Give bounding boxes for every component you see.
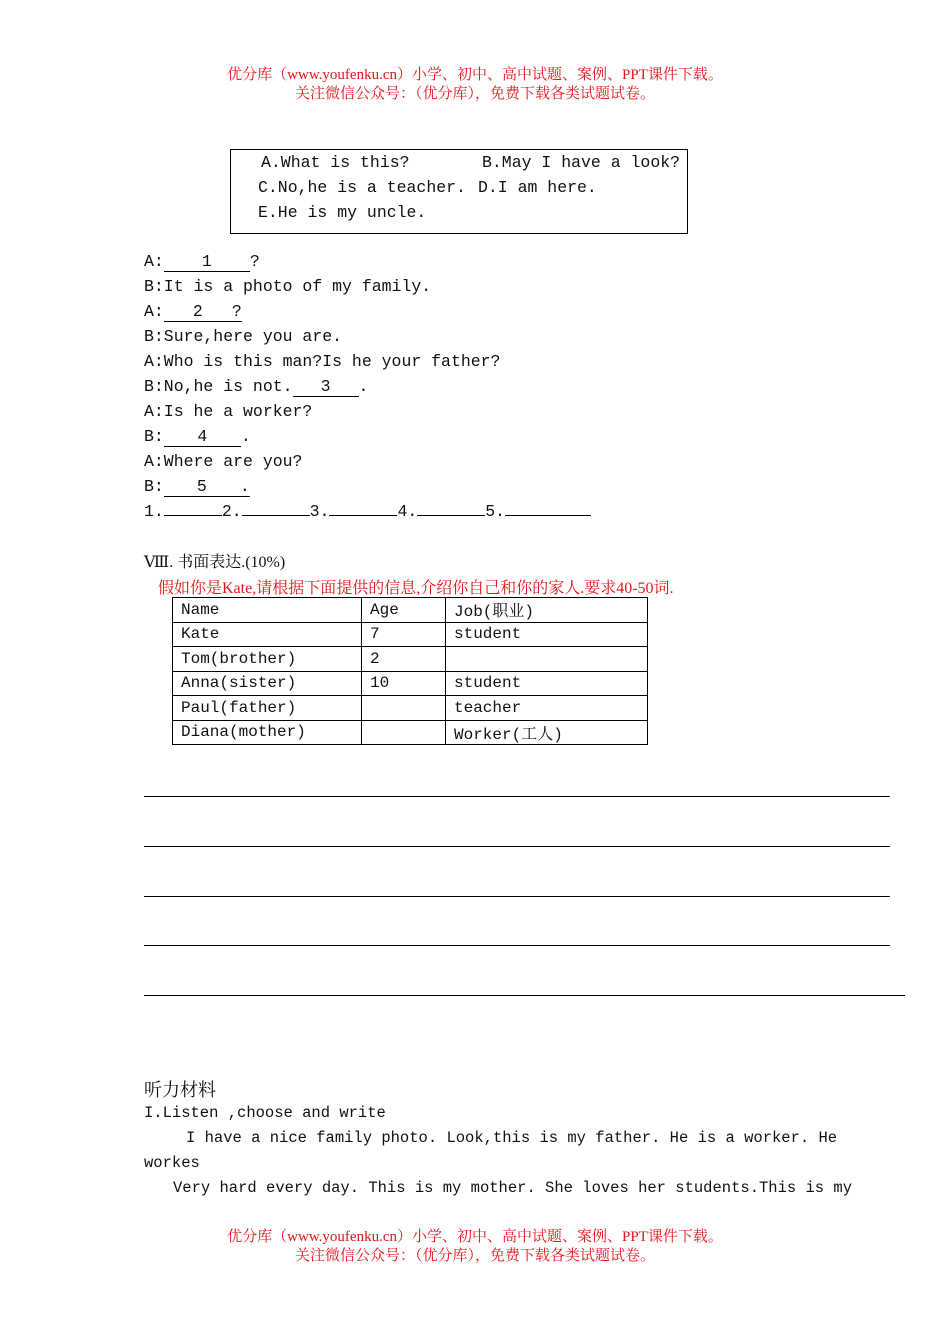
dialogue-line-6	[144, 377, 368, 397]
line-suffix: ?	[231, 302, 242, 321]
writing-task-instruction: 假如你是Kate,请根据下面提供的信息,介绍你自己和你的家人.要求40-50词.	[158, 580, 674, 597]
cell-age: 10	[362, 671, 446, 696]
answer-blank-1[interactable]	[164, 515, 222, 516]
option-c: C.No,he is a teacher.	[258, 178, 466, 197]
dialogue-line-4: B:Sure,here you are.	[144, 327, 343, 346]
line-suffix: ?	[249, 252, 260, 271]
cell-age: 2	[362, 647, 446, 672]
header-line-1: 优分库（www.youfenku.cn）小学、初中、高中试题、案例、PPT课件下载。	[227, 67, 723, 83]
blank-2[interactable]: 2	[164, 303, 232, 322]
answer-number-1: 1.	[144, 502, 164, 521]
writing-line-2[interactable]	[144, 846, 890, 847]
dialogue-line-10	[144, 477, 250, 497]
header-job: Job(职业)	[446, 598, 648, 623]
header-line-2: 关注微信公众号：（优分库），免费下载各类试题试卷。	[294, 86, 655, 102]
table-row	[173, 647, 648, 672]
writing-line-1[interactable]	[144, 796, 890, 797]
dialogue-line-3	[144, 302, 242, 322]
cell-name: Anna(sister)	[173, 671, 362, 696]
option-a: A.What is this?	[261, 153, 410, 172]
listening-paragraph-line-3: Very hard every day. This is my mother. She loves her students.This is my	[173, 1179, 853, 1197]
writing-line-3[interactable]	[144, 896, 890, 897]
writing-line-4[interactable]	[144, 945, 890, 946]
listening-part-title: I.Listen ,choose and write	[144, 1104, 386, 1122]
listening-title: 听力材料	[144, 1080, 216, 1101]
answer-number-4: 4.	[397, 502, 418, 521]
dialogue-line-9: A:Where are you?	[144, 452, 303, 471]
family-info-table	[172, 597, 648, 745]
cell-name: Tom(brother)	[173, 647, 362, 672]
blank-1[interactable]: 1	[164, 253, 250, 272]
answer-row	[144, 502, 591, 522]
answer-number-2: 2.	[221, 502, 242, 521]
dialogue-line-2: B:It is a photo of my family.	[144, 277, 432, 296]
dialogue-line-1	[144, 252, 260, 272]
option-e: E.He is my uncle.	[258, 203, 427, 222]
cell-age	[362, 696, 446, 721]
cell-job	[446, 647, 648, 672]
line-suffix: .	[239, 477, 250, 496]
table-header-row	[173, 598, 648, 623]
cell-job: teacher	[446, 696, 648, 721]
dialogue-text: B:No,he is not.	[144, 377, 293, 396]
cell-name: Diana(mother)	[173, 720, 362, 745]
writing-line-5[interactable]	[144, 995, 905, 996]
cell-name: Kate	[173, 622, 362, 647]
option-d: D.I am here.	[478, 178, 597, 197]
cell-age	[362, 720, 446, 745]
option-b: B.May I have a look?	[482, 153, 681, 172]
speaker-label: B:	[144, 477, 164, 496]
line-suffix: .	[240, 427, 251, 446]
answer-blank-3[interactable]	[329, 515, 397, 516]
section-8-title: Ⅷ. 书面表达.(10%)	[144, 554, 286, 571]
line-suffix: .	[358, 377, 369, 396]
blank-3[interactable]: 3	[293, 378, 359, 397]
answer-blank-4[interactable]	[417, 515, 485, 516]
speaker-label: A:	[144, 252, 164, 271]
dialogue-line-7: A:Is he a worker?	[144, 402, 313, 421]
table-row	[173, 696, 648, 721]
header-age: Age	[362, 598, 446, 623]
cell-name: Paul(father)	[173, 696, 362, 721]
speaker-label: B:	[144, 427, 164, 446]
speaker-label: A:	[144, 302, 164, 321]
table-row	[173, 720, 648, 745]
answer-blank-5[interactable]	[505, 515, 591, 516]
header-name: Name	[173, 598, 362, 623]
cell-job: student	[446, 622, 648, 647]
options-box	[230, 149, 688, 234]
cell-age: 7	[362, 622, 446, 647]
footer-line-1: 优分库（www.youfenku.cn）小学、初中、高中试题、案例、PPT课件下载。	[227, 1229, 723, 1245]
answer-blank-2[interactable]	[242, 515, 310, 516]
listening-paragraph-line-2: workes	[144, 1154, 200, 1172]
cell-job: Worker(工人)	[446, 720, 648, 745]
cell-job: student	[446, 671, 648, 696]
answer-number-3: 3.	[309, 502, 330, 521]
listening-paragraph-line-1: I have a nice family photo. Look,this is my father. He is a worker. He	[186, 1129, 838, 1147]
dialogue-line-5: A:Who is this man?Is he your father?	[144, 352, 501, 371]
answer-number-5: 5.	[485, 502, 506, 521]
table-row	[173, 671, 648, 696]
blank-4[interactable]: 4	[164, 428, 241, 447]
table-row	[173, 622, 648, 647]
blank-5[interactable]: 5	[164, 478, 240, 497]
dialogue-line-8	[144, 427, 251, 447]
footer-line-2: 关注微信公众号：（优分库），免费下载各类试题试卷。	[294, 1248, 655, 1264]
